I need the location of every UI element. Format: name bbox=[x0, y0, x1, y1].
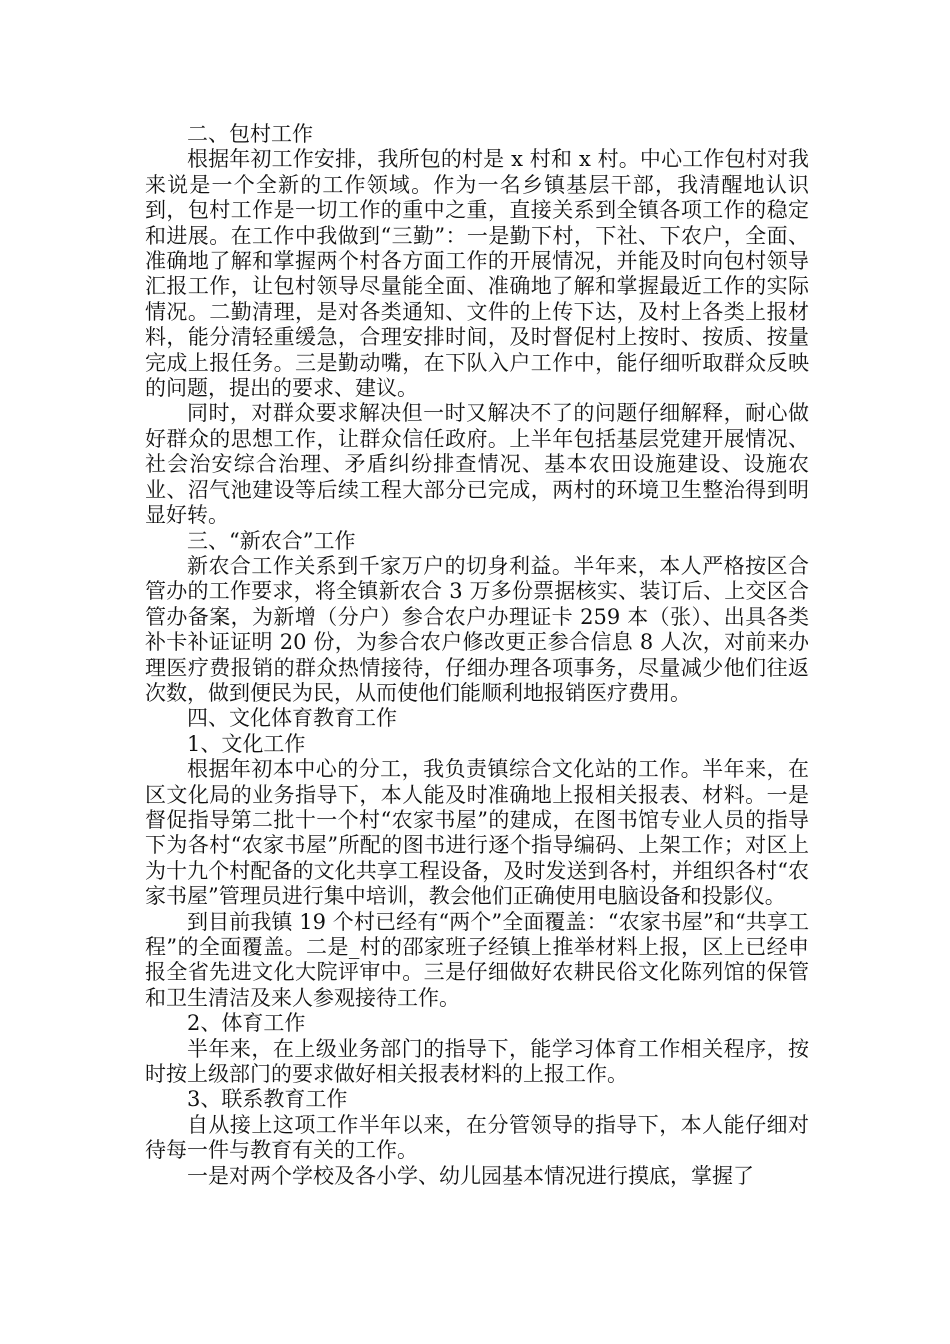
paragraph: 新农合工作关系到千家万户的切身利益。半年来，本人严格按区合管办的工作要求，将全镇新农合 3 万多份票据核实、装订后、上交区合管办备案，为新增（分户）参合农户办理证卡 259 本（张）、出具各类补卡补证证明 20 份，为参合农户修改更正参合信息 8 人次，对前来办理医疗费报销的群众热情接待，仔细办理各项事务，尽量减少他们往返次数，做到便民为民，从而使他们能顺利地报销医疗费用。 bbox=[145, 553, 809, 705]
section-heading-village: 二、包村工作 bbox=[187, 122, 313, 146]
paragraph: 根据年初工作安排，我所包的村是 x 村和 x 村。中心工作包村对我来说是一个全新的工作领域。作为一名乡镇基层干部，我清醒地认识到，包村工作是一切工作的重中之重，直接关系到全镇各项工作的稳定和进展。在工作中我做到“三勤”：一是勤下村，下社、下农户，全面、准确地了解和掌握两个村各方面工作的开展情况，并能及时向包村领导汇报工作，让包村领导尽量能全面、准确地了解和掌握最近工作的实际情况。二勤清理，是对各类通知、文件的上传下达，及村上各类上报材料，能分清轻重缓急，合理安排时间，及时督促村上按时、按质、按量完成上报任务。三是勤动嘴，在下队入户工作中，能仔细听取群众反映的问题，提出的要求、建议。 bbox=[145, 147, 809, 401]
document-page bbox=[145, 122, 809, 1189]
section-heading-culture-sports-education: 四、文化体育教育工作 bbox=[187, 706, 397, 731]
paragraph: 同时，对群众要求解决但一时又解决不了的问题仔细解释，耐心做好群众的思想工作，让群众信任政府。上半年包括基层党建开展情况、社会治安综合治理、矛盾纠纷排查情况、基本农田设施建设、设施农业、沼气池建设等后续工程大部分已完成，两村的环境卫生整治得到明显好转。 bbox=[145, 401, 809, 528]
subsection-heading-education: 3、联系教育工作 bbox=[187, 1087, 348, 1112]
section-heading-rural-cooperative: 三、“新农合”工作 bbox=[187, 528, 356, 553]
paragraph: 一是对两个学校及各小学、幼儿园基本情况进行摸底，掌握了 bbox=[187, 1163, 754, 1188]
paragraph: 到目前我镇 19 个村已经有“两个”全面覆盖：“农家书屋”和“共享工程”的全面覆盖。二是_村的邵家班子经镇上推举材料上报，区上已经申报全省先进文化大院评审中。三是仔细做好农耕民俗文化陈列馆的保管和卫生清洁及来人参观接待工作。 bbox=[145, 909, 809, 1010]
subsection-heading-culture: 1、文化工作 bbox=[187, 731, 306, 756]
paragraph: 自从接上这项工作半年以来，在分管领导的指导下，本人能仔细对待每一件与教育有关的工作。 bbox=[145, 1112, 809, 1163]
paragraph: 根据年初本中心的分工，我负责镇综合文化站的工作。半年来，在区文化局的业务指导下，本人能及时准确地上报相关报表、材料。一是督促指导第二批十一个村“农家书屋”的建成，在图书馆专业人员的指导下为各村“农家书屋”所配的图书进行逐个指导编码、上架工作；对区上为十九个村配备的文化共享工程设备，及时发送到各村，并组织各村“农家书屋”管理员进行集中培训，教会他们正确使用电脑设备和投影仪。 bbox=[145, 757, 809, 909]
paragraph: 半年来，在上级业务部门的指导下，能学习体育工作相关程序，按时按上级部门的要求做好相关报表材料的上报工作。 bbox=[145, 1036, 809, 1087]
subsection-heading-sports: 2、体育工作 bbox=[187, 1011, 306, 1036]
